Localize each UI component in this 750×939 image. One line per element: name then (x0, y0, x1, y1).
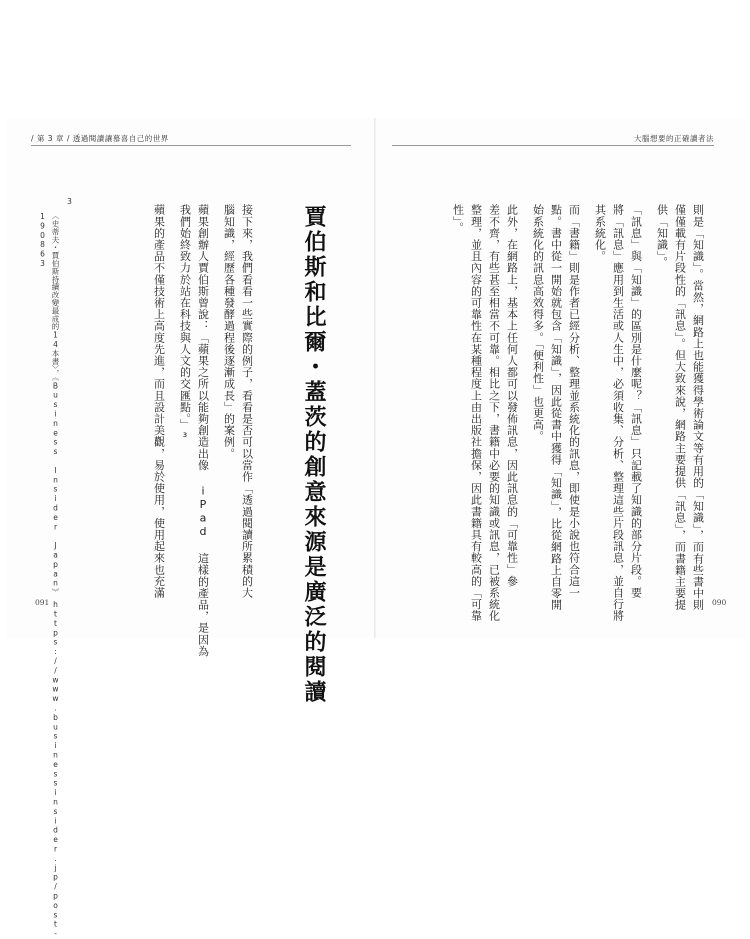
left-page-column: 腦知識，經歷各種發酵過程後逐漸成長」的案例。 (222, 204, 236, 460)
right-page-column: 點。書中從一開始就包含「知識」，因此從書中獲得「知識」，比從網路上自零開 (549, 204, 563, 611)
right-page-column: 差不齊，有些甚至相當不可靠。相比之下，書籍中必要的知識或訊息，已被系統化 (487, 204, 501, 622)
footnote-text: 〈史蒂夫・賈伯斯持續改變最成的14本書〉，《Business Insider Japan》 https://www.businessinsider.jp/post- (51, 212, 60, 939)
page-number-right: 090 (712, 598, 727, 607)
left-page-column: 蘋果創辦人賈伯斯曾說：「蘋果之所以能夠創造出像 iPad 這樣的產品，是因為 (196, 204, 210, 657)
right-page-column: 而「書籍」則是作者已經分析、整理並系統化的訊息，即使是小說也符合這一 (567, 204, 581, 599)
right-page-column: 其系統化。 (593, 204, 607, 262)
right-page-column: 將「訊息」應用到生活或人生中，必須收集、分析、整理這些片段訊息，並自行將 (611, 204, 625, 622)
right-page-column: 始系統化的訊息高效得多。「便利性」也更高。 (531, 204, 545, 443)
left-page-column: 我們始終致力於站在科技與人文的交匯點。」³ (178, 204, 192, 445)
book-running-header: 大腦想要的正確讀者法 (634, 134, 714, 143)
right-page-column: 則是「知識」。當然，網路上也能獲得學術論文等有用的「知識」，而有些書中則 (691, 204, 705, 611)
left-page-column: 接下來，我們看看一些實際的例子，看看是否可以當作「透過閱讀所累積的大 (240, 204, 254, 599)
footnote-text-continued: 190863 (38, 212, 47, 269)
left-page-column: 蘋果的產品不僅技術上高度先進，而且設計美觀，易於使用，使用起來也充滿 (152, 204, 166, 599)
header-rule-left (31, 145, 351, 146)
book-gutter (374, 118, 376, 638)
chapter-running-header: / 第 3 章 / 透過閱讀讓慕喜自己的世界 (31, 134, 169, 143)
right-page-column: 性」。 (451, 204, 465, 234)
right-page-column: 「訊息」與「知識」的區別是什麼呢？「訊息」只記載了知識的部分片段。要 (629, 204, 643, 599)
right-page-column: 整理，並且內容的可靠性在某種程度上由出版社擔保，因此書籍具有較高的「可靠 (469, 204, 483, 622)
footnote-number: 3 (65, 197, 74, 207)
right-page-column: 此外，在網路上，基本上任何人都可以發佈訊息，因此訊息的「可靠性」參 (505, 204, 519, 587)
right-page-column: 供「知識」。 (655, 204, 669, 269)
right-page-column: 僅僅載有片段性的「訊息」。但大致來說，網路主要提供「訊息」，而書籍主要提 (673, 204, 687, 611)
page-number-left: 091 (35, 598, 50, 607)
section-heading: 賈伯斯和比爾・蓋茨的創意來源是廣泛的閱讀 (301, 205, 326, 705)
header-rule-right (392, 145, 714, 146)
